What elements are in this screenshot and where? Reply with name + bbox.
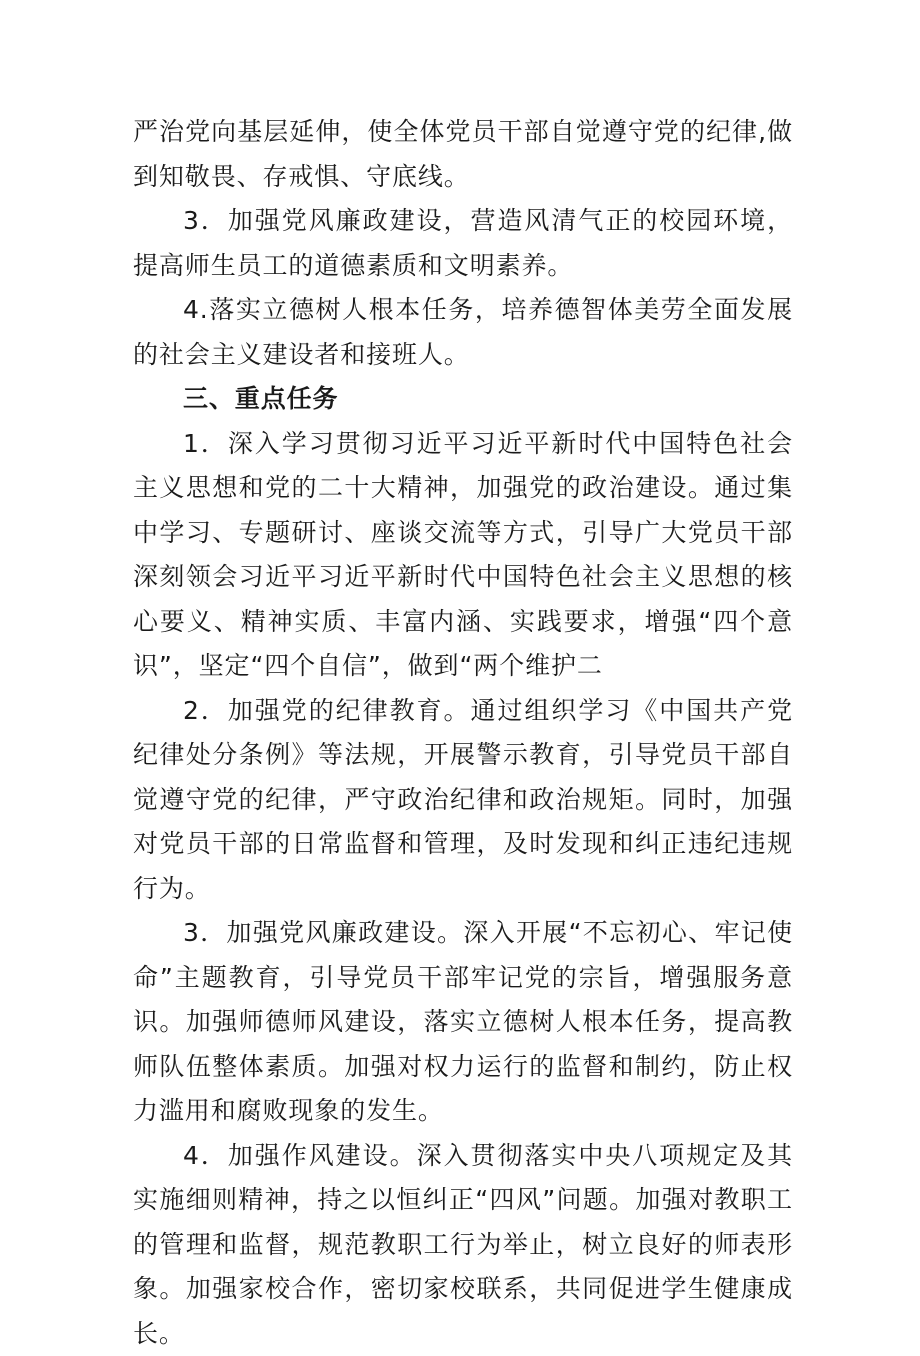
paragraph-goal-4: 4.落实立德树人根本任务，培养德智体美劳全面发展的社会主义建设者和接班人。 xyxy=(133,288,793,377)
paragraph-continuation: 严治党向基层延伸，使全体党员干部自觉遵守党的纪律,做到知敬畏、存戒惧、守底线。 xyxy=(133,110,793,199)
section-heading-key-tasks: 三、重点任务 xyxy=(133,377,793,422)
paragraph-task-4: 4．加强作风建设。深入贯彻落实中央八项规定及其实施细则精神，持之以恒纠正“四风”问题。加强对教职工的管理和监督，规范教职工行为举止，树立良好的师表形象。加强家校合作，密切家校联系，共同促进学生健康成长。 xyxy=(133,1134,793,1356)
paragraph-goal-3: 3．加强党风廉政建设，营造风清气正的校园环境，提高师生员工的道德素质和文明素养。 xyxy=(133,199,793,288)
paragraph-task-1: 1．深入学习贯彻习近平习近平新时代中国特色社会主义思想和党的二十大精神，加强党的政治建设。通过集中学习、专题研讨、座谈交流等方式，引导广大党员干部深刻领会习近平习近平新时代中国特色社会主义思想的核心要义、精神实质、丰富内涵、实践要求，增强“四个意识”，坚定“四个自信”，做到“两个维护二 xyxy=(133,422,793,689)
document-body xyxy=(133,110,793,1356)
paragraph-task-3: 3．加强党风廉政建设。深入开展“不忘初心、牢记使命”主题教育，引导党员干部牢记党的宗旨，增强服务意识。加强师德师风建设，落实立德树人根本任务，提高教师队伍整体素质。加强对权力运行的监督和制约，防止权力滥用和腐败现象的发生。 xyxy=(133,911,793,1134)
paragraph-task-2: 2．加强党的纪律教育。通过组织学习《中国共产党纪律处分条例》等法规，开展警示教育，引导党员干部自觉遵守党的纪律，严守政治纪律和政治规矩。同时，加强对党员干部的日常监督和管理，及时发现和纠正违纪违规行为。 xyxy=(133,689,793,912)
